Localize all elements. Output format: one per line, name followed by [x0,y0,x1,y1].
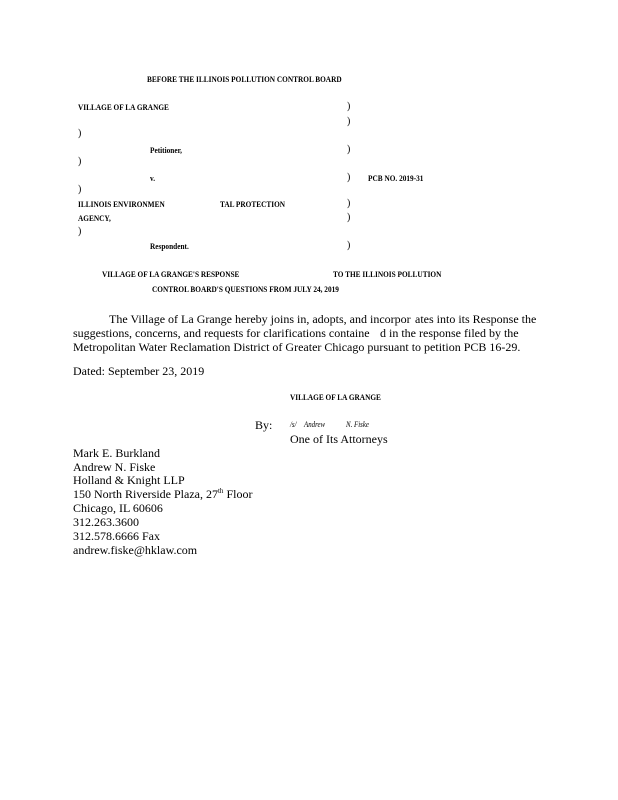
caption-paren: ) [347,240,351,251]
signature-first: Andrew [304,420,326,429]
address-main: 150 North Riverside Plaza, 27 [73,487,218,501]
respondent-name-part2: TAL PROTECTION [220,199,286,209]
caption-paren: ) [347,198,351,209]
caption-paren: ) [347,172,351,183]
contact-phone: 312.263.3600 [73,515,139,529]
caption-paren: ) [78,184,82,195]
caption-paren: ) [78,156,82,167]
board-heading: BEFORE THE ILLINOIS POLLUTION CONTROL BOARD [147,74,342,84]
body-line1-a: The Village of La Grange hereby joins in, adopts, and incorpor [109,312,411,326]
caption-paren: ) [347,116,351,127]
signature-last: N. Fiske [346,420,369,429]
body-line2-b: d in the response filed by the [380,326,519,340]
case-number: PCB NO. 2019-31 [368,173,424,183]
respondent-name-line2: AGENCY, [78,213,111,223]
caption-paren: ) [347,101,351,112]
signature-prefix: /s/ [290,420,297,429]
contact-address [73,488,252,500]
contact-email: andrew.fiske@hklaw.com [73,543,198,557]
title-line1-right: TO THE ILLINOIS POLLUTION [333,269,442,279]
caption-paren: ) [78,226,82,237]
contact-fax: 312.578.6666 Fax [73,529,160,543]
caption-paren: ) [347,144,351,155]
petitioner-name: VILLAGE OF LA GRANGE [78,102,169,112]
by-label: By: [255,418,273,432]
title-line1-left: VILLAGE OF LA GRANGE'S RESPONSE [102,269,240,279]
petitioner-role: Petitioner, [150,145,183,155]
versus: v. [150,173,156,183]
respondent-name-part1: ILLINOIS ENVIRONMEN [78,199,165,209]
contact-name1: Mark E. Burkland [73,446,160,460]
contact-name2: Andrew N. Fiske [73,460,156,474]
title-line2: CONTROL BOARD'S QUESTIONS FROM JULY 24, 2019 [152,284,339,294]
dated-line: Dated: September 23, 2019 [73,364,205,378]
body-line2-a: suggestions, concerns, and requests for clarifications containe [73,326,370,340]
respondent-role: Respondent. [150,241,189,251]
caption-paren: ) [347,212,351,223]
address-tail: Floor [223,487,253,501]
address-sup: th [217,487,224,495]
contact-city: Chicago, IL 60606 [73,501,163,515]
body-line3: Metropolitan Water Reclamation District of Greater Chicago pursuant to petition PCB 16-29. [73,340,521,354]
signature-role: One of Its Attorneys [290,432,388,446]
body-line1-b: ates into its Response the [415,312,537,326]
signature-entity: VILLAGE OF LA GRANGE [290,392,381,402]
caption-paren: ) [78,128,82,139]
contact-firm: Holland & Knight LLP [73,473,185,487]
